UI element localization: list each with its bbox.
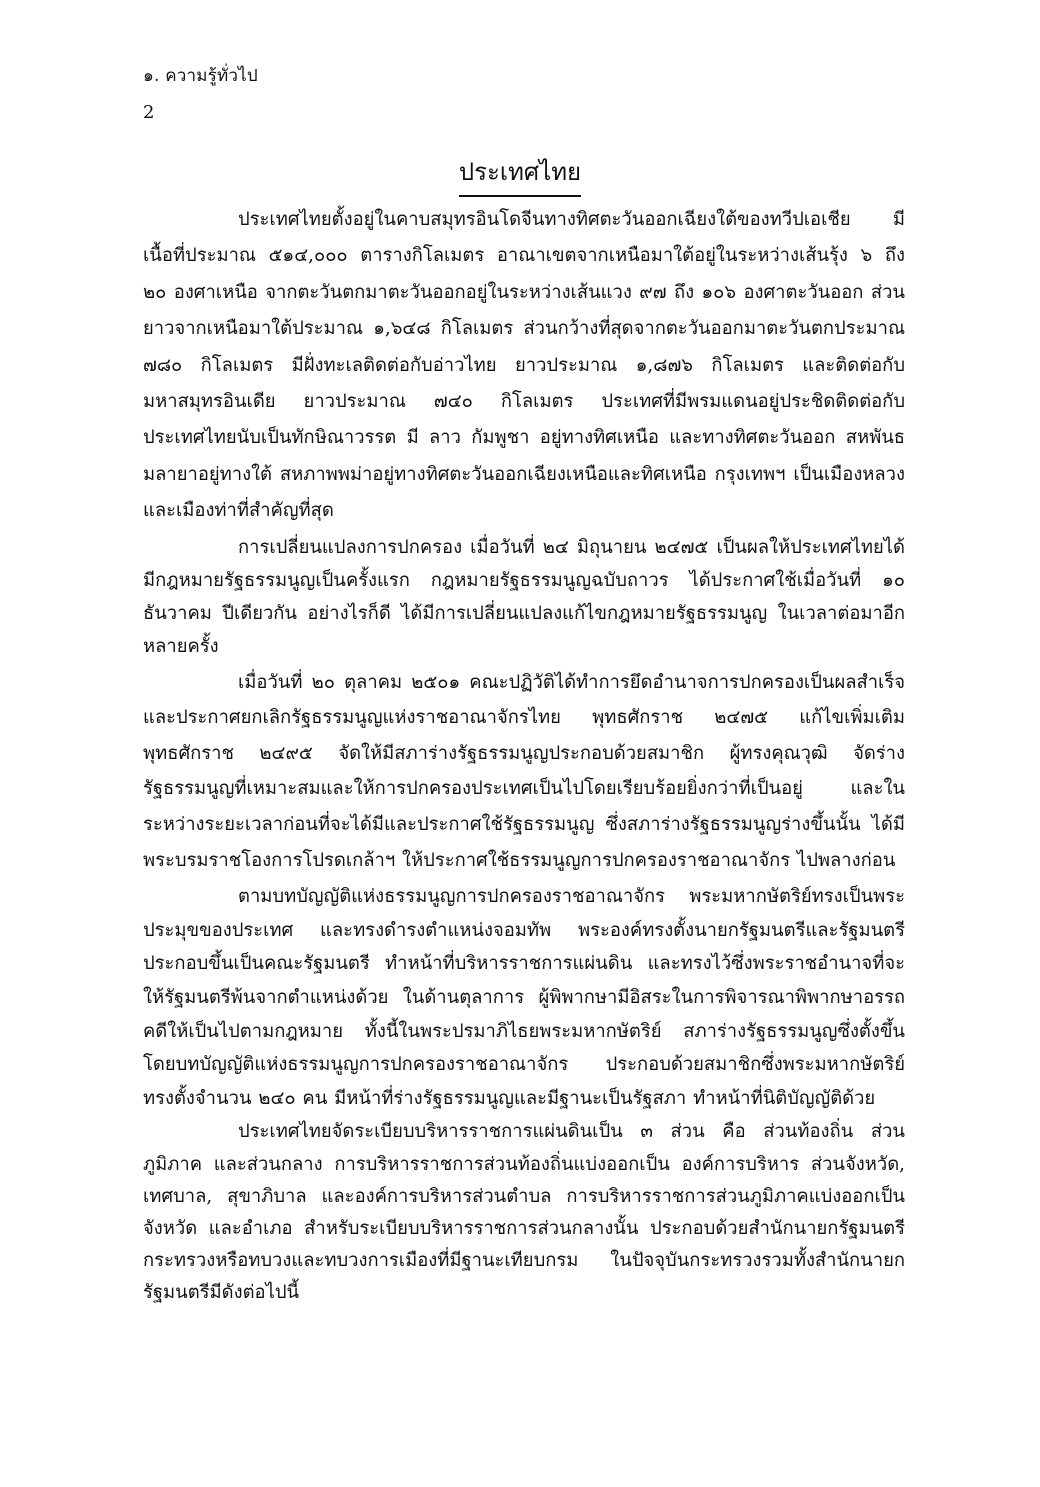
running-header: ๑. ความรู้ทั่วไป bbox=[143, 66, 258, 86]
page-number: 2 bbox=[143, 102, 155, 123]
paragraph-government-change: การเปลี่ยนแปลงการปกครอง เมื่อวันที่ ๒๔ มิถุนายน ๒๔๗๕ เป็นผลให้ประเทศไทยได้มีกฎหมายรัฐธรรมนูญเป็นครั้งแรก กฎหมายรัฐธรรมนูญฉบับถาวร ได้ประกาศใช้เมื่อวันที่ ๑๐ ธันวาคม ปีเดียวกัน อย่างไรก็ดี ได้มีการเปลี่ยนแปลงแก้ไขกฎหมายรัฐธรรมนูญ ในเวลาต่อมาอีกหลายครั้ง bbox=[143, 536, 905, 657]
paragraph-revolution: เมื่อวันที่ ๒๐ ตุลาคม ๒๕๐๑ คณะปฏิวัติได้ทำการยึดอำนาจการปกครองเป็นผลสำเร็จ และประกาศยกเลิกรัฐธรรมนูญแห่งราชอาณาจักรไทย พุทธศักราช ๒๔๗๕ แก้ไขเพิ่มเติม พุทธศักราช ๒๔๙๕ จัดให้มีสภาร่างรัฐธรรมนูญประกอบด้วยสมาชิก ผู้ทรงคุณวุฒิ จัดร่างรัฐธรรมนูญที่เหมาะสมและให้การปกครองประเทศเป็นไปโดยเรียบร้อยยิ่งกว่าที่เป็นอยู่ และในระหว่างระยะเวลาก่อนที่จะได้มีและประกาศใช้รัฐธรรมนูญ ซึ่งสภาร่างรัฐธรรมนูญร่างขึ้นนั้น ได้มีพระบรมราชโองการโปรดเกล้าฯ ให้ประกาศใช้ธรรมนูญการปกครองราชอาณาจักร ไปพลางก่อน bbox=[143, 671, 905, 871]
paragraph-administration: ประเทศไทยจัดระเบียบบริหารราชการแผ่นดินเป็น ๓ ส่วน คือ ส่วนท้องถิ่น ส่วนภูมิภาค และส่วนกลาง การบริหารราชการส่วนท้องถิ่นแบ่งออกเป็น องค์การบริหาร ส่วนจังหวัด, เทศบาล, สุขาภิบาล และองค์การบริหารส่วนตำบล การบริหารราชการส่วนภูมิภาคแบ่งออกเป็น จังหวัด และอำเภอ สำหรับระเบียบบริหารราชการส่วนกลางนั้น ประกอบด้วยสำนักนายกรัฐมนตรี กระทรวงหรือทบวงและทบวงการเมืองที่มีฐานะเทียบกรม ในปัจจุบันกระทรวงรวมทั้งสำนักนายกรัฐมนตรีมีดังต่อไปนี้ bbox=[143, 1121, 905, 1304]
title-block bbox=[0, 152, 1040, 197]
document-title: ประเทศไทย bbox=[459, 152, 581, 197]
paragraph-geography: ประเทศไทยตั้งอยู่ในคาบสมุทรอินโดจีนทางทิศตะวันออกเฉียงใต้ของทวีปเอเชีย มีเนื้อที่ประมาณ ๕๑๔,๐๐๐ ตารางกิโลเมตร อาณาเขตจากเหนือมาใต้อยู่ในระหว่างเส้นรุ้ง ๖ ถึง ๒๐ องศาเหนือ จากตะวันตกมาตะวันออกอยู่ในระหว่างเส้นแวง ๙๗ ถึง ๑๐๖ องศาตะวันออก ส่วนยาวจากเหนือมาใต้ประมาณ ๑,๖๔๘ กิโลเมตร ส่วนกว้างที่สุดจากตะวันออกมาตะวันตกประมาณ ๗๘๐ กิโลเมตร มีฝั่งทะเลติดต่อกับอ่าวไทย ยาวประมาณ ๑,๘๗๖ กิโลเมตร และติดต่อกับมหาสมุทรอินเดีย ยาวประมาณ ๗๔๐ กิโลเมตร ประเทศที่มีพรมแดนอยู่ประชิดติดต่อกับประเทศไทยนับเป็นทักษิณาวรรต มี ลาว กัมพูชา อยู่ทางทิศเหนือ และทางทิศตะวันออก สหพันธมลายาอยู่ทางใต้ สหภาพพม่าอยู่ทางทิศตะวันออกเฉียงเหนือและทิศเหนือ กรุงเทพฯ เป็นเมืองหลวงและเมืองท่าที่สำคัญที่สุด bbox=[143, 209, 905, 522]
document-body bbox=[143, 202, 905, 1310]
paragraph-constitution-provisions: ตามบทบัญญัติแห่งธรรมนูญการปกครองราชอาณาจักร พระมหากษัตริย์ทรงเป็นพระประมุขของประเทศ และทรงดำรงตำแหน่งจอมทัพ พระองค์ทรงตั้งนายกรัฐมนตรีและรัฐมนตรีประกอบขึ้นเป็นคณะรัฐมนตรี ทำหน้าที่บริหารราชการแผ่นดิน และทรงไว้ซึ่งพระราชอำนาจที่จะให้รัฐมนตรีพ้นจากตำแหน่งด้วย ในด้านตุลาการ ผู้พิพากษามีอิสระในการพิจารณาพิพากษาอรรถคดีให้เป็นไปตามกฎหมาย ทั้งนี้ในพระปรมาภิไธยพระมหากษัตริย์ สภาร่างรัฐธรรมนูญซึ่งตั้งขึ้นโดยบทบัญญัติแห่งธรรมนูญการปกครองราชอาณาจักร ประกอบด้วยสมาชิกซึ่งพระมหากษัตริย์ทรงตั้งจำนวน ๒๔๐ คน มีหน้าที่ร่างรัฐธรรมนูญและมีฐานะเป็นรัฐสภา ทำหน้าที่นิติบัญญัติด้วย bbox=[143, 886, 905, 1109]
